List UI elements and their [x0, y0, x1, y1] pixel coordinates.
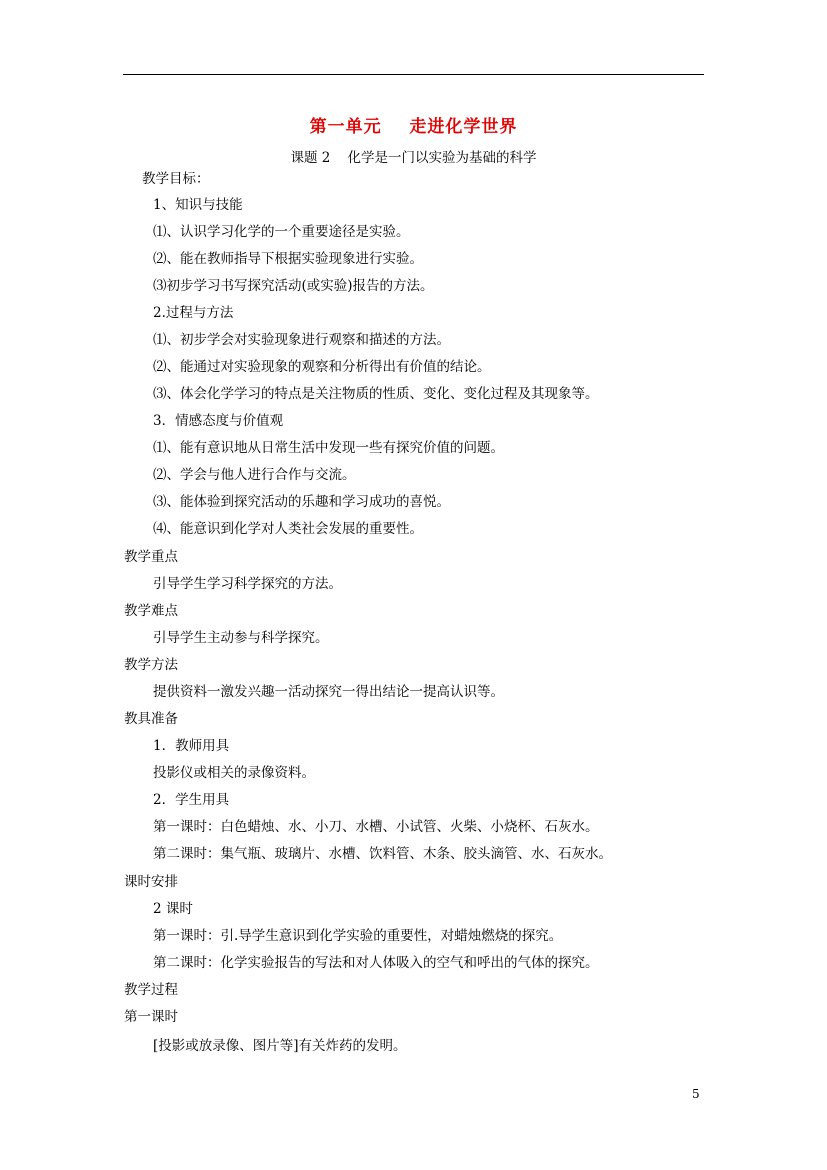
header-rule [123, 74, 704, 75]
text-line: 第一课时：白色蜡烛、水、小刀、水槽、小试管、火柴、小烧杯、石灰水。 [153, 819, 599, 835]
text-line: ⑶初步学习书写探究活动(或实验)报告的方法。 [153, 278, 434, 294]
section-heading: 教学目标： [142, 171, 210, 187]
section-heading: 第一课时 [124, 1009, 178, 1025]
text-line: 引导学生学习科学探究的方法。 [153, 576, 342, 592]
subsection-heading: 1．教师用具 [153, 738, 230, 754]
subsection-heading: 2．学生用具 [153, 792, 230, 808]
text-line: ⑴、认识学习化学的一个重要途径是实验。 [153, 224, 410, 240]
text-line: 第一课时：引.导学生意识到化学实验的重要性，对蜡烛燃烧的探究。 [153, 928, 563, 944]
text-line: 2 课时 [153, 901, 193, 917]
section-heading: 教学难点 [124, 603, 178, 619]
unit-title: 第一单元 走进化学世界 [309, 117, 518, 137]
text-line: ⑷、能意识到化学对人类社会发展的重要性。 [153, 521, 423, 537]
subsection-heading: 2.过程与方法 [153, 305, 234, 321]
section-heading: 教学方法 [124, 657, 178, 673]
text-line: 提供资料一激发兴趣一活动探究一得出结论一提高认识等。 [153, 684, 504, 700]
page-number: 5 [692, 1087, 700, 1101]
section-heading: 教具准备 [124, 711, 178, 727]
text-line: ⑵、学会与他人进行合作与交流。 [153, 467, 356, 483]
text-line: [投影或放录像、图片等]有关炸药的发明。 [153, 1038, 407, 1054]
text-line: 第二课时：化学实验报告的写法和对人体吸入的空气和呼出的气体的探究。 [153, 955, 599, 971]
subsection-heading: 3．情感态度与价值观 [153, 413, 284, 429]
text-line: ⑶、体会化学学习的特点是关注物质的性质、变化、变化过程及其现象等。 [153, 386, 599, 402]
text-line: ⑵、能在教师指导下根据实验现象进行实验。 [153, 251, 423, 267]
text-line: 第二课时：集气瓶、玻璃片、水槽、饮料管、木条、胶头滴管、水、石灰水。 [153, 846, 612, 862]
text-line: ⑴、能有意识地从日常生活中发现一些有探究价值的问题。 [153, 440, 504, 456]
text-line: 引导学生主动参与科学探究。 [153, 630, 329, 646]
text-line: ⑴、初步学会对实验现象进行观察和描述的方法。 [153, 332, 450, 348]
section-heading: 教学重点 [124, 549, 178, 565]
text-line: ⑶、能体验到探究活动的乐趣和学习成功的喜悦。 [153, 494, 450, 510]
text-line: 投影仪或相关的录像资料。 [153, 765, 315, 781]
text-line: ⑵、能通过对实验现象的观察和分析得出有价值的结论。 [153, 359, 491, 375]
section-heading: 教学过程 [124, 982, 178, 998]
lesson-subtitle: 课题 2 化学是一门以实验为基础的科学 [290, 150, 537, 166]
subsection-heading: 1、知识与技能 [153, 197, 243, 213]
section-heading: 课时安排 [124, 874, 178, 890]
